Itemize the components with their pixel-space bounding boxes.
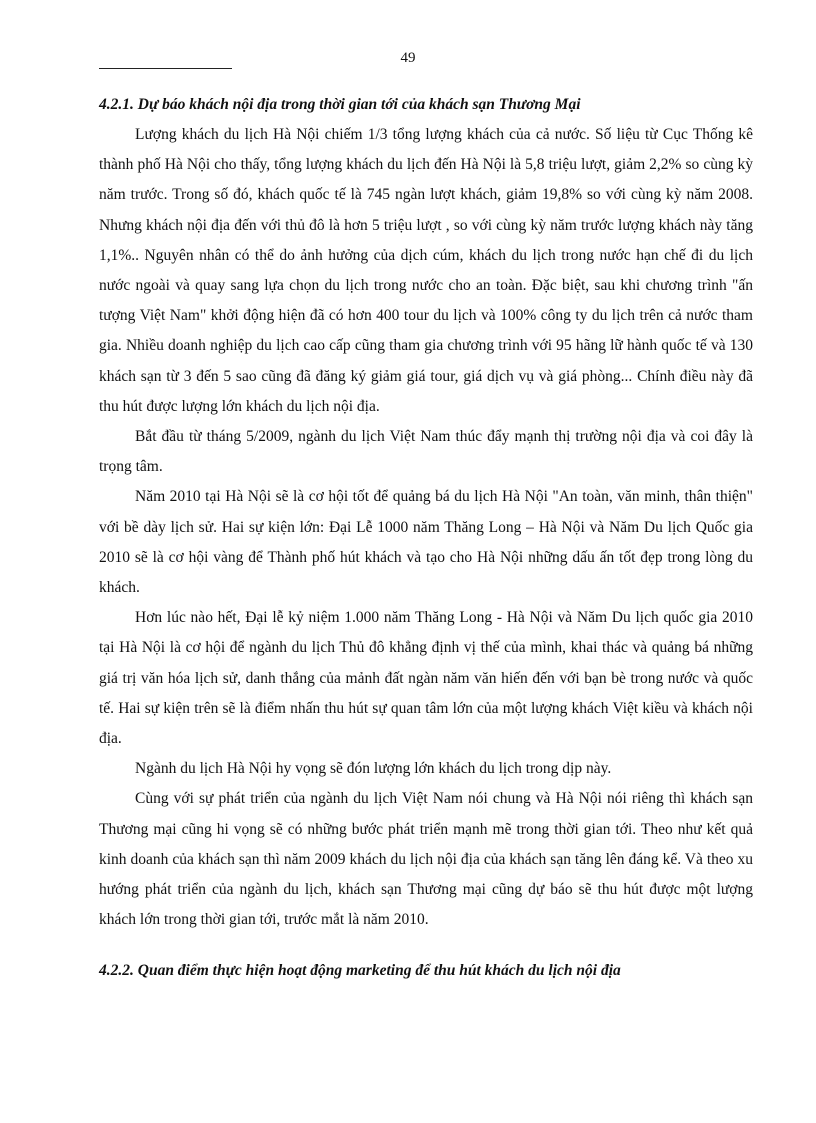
section-gap bbox=[99, 935, 753, 956]
section-heading-4-2-2: 4.2.2. Quan điểm thực hiện hoạt động marketing để thu hút khách du lịch nội địa bbox=[99, 962, 621, 980]
page-number: 49 bbox=[400, 50, 416, 66]
paragraph: Năm 2010 tại Hà Nội sẽ là cơ hội tốt để quảng bá du lịch Hà Nội "An toàn, văn minh, thân thiện" với bề dày lịch sử. Hai sự kiện lớn: Đại Lễ 1000 năm Thăng Long – Hà Nội và Năm Du lịch Quốc gia 2010 sẽ là cơ hội vàng để Thành phố hút khách và tạo cho Hà Nội những dấu ấn tốt đẹp trong lòng du khách. bbox=[99, 488, 753, 597]
paragraph: Bắt đầu từ tháng 5/2009, ngành du lịch Việt Nam thúc đẩy mạnh thị trường nội địa và coi đây là trọng tâm. bbox=[99, 428, 753, 476]
header-rule bbox=[99, 68, 232, 69]
section-heading-4-2-1: 4.2.1. Dự báo khách nội địa trong thời gian tới của khách sạn Thương Mại bbox=[99, 96, 581, 113]
paragraph: Lượng khách du lịch Hà Nội chiếm 1/3 tổng lượng khách của cả nước. Số liệu từ Cục Thống kê thành phố Hà Nội cho thấy, tổng lượng khách du lịch đến Hà Nội là 5,8 triệu lượt, giảm 2,2% so cùng kỳ năm trước. Trong số đó, khách quốc tế là 745 ngàn lượt khách, giảm 19,8% so với cùng kỳ năm 2008. Nhưng khách nội địa đến với thủ đô là hơn 5 triệu lượt , so với cùng kỳ năm trước lượng khách này tăng 1,1%.. Nguyên nhân có thể do ảnh hưởng của dịch cúm, khách du lịch trong nước hạn chế đi du lịch nước ngoài và quay sang lựa chọn du lịch trong nước cho an toàn. Đặc biệt, sau khi chương trình "ấn tượng Việt Nam" khởi động hiện đã có hơn 400 tour du lịch và 100% công ty du lịch trên cả nước tham gia. Nhiều doanh nghiệp du lịch cao cấp cũng tham gia chương trình với 95 hãng lữ hành quốc tế và 130 khách sạn từ 3 đến 5 sao cũng đã đăng ký giảm giá tour, giá dịch vụ và giá phòng... Chính điều này đã thu hút được lượng lớn khách du lịch nội địa. bbox=[99, 126, 753, 415]
page-content bbox=[99, 90, 753, 986]
paragraph: Hơn lúc nào hết, Đại lễ kỷ niệm 1.000 năm Thăng Long - Hà Nội và Năm Du lịch quốc gia 2010 tại Hà Nội là cơ hội để ngành du lịch Thủ đô khẳng định vị thế của mình, khai thác và quảng bá những giá trị văn hóa lịch sử, danh thắng của mảnh đất ngàn năm văn hiến đến với bạn bè trong nước và quốc tế. Hai sự kiện trên sẽ là điểm nhấn thu hút sự quan tâm lớn của một lượng khách Việt kiều và khách nội địa. bbox=[99, 609, 753, 748]
paragraph: Ngành du lịch Hà Nội hy vọng sẽ đón lượng lớn khách du lịch trong dịp này. bbox=[135, 760, 612, 778]
paragraph: Cùng với sự phát triển của ngành du lịch Việt Nam nói chung và Hà Nội nói riêng thì khách sạn Thương mại cũng hi vọng sẽ có những bước phát triển mạnh mẽ trong thời gian tới. Theo như kết quả kinh doanh của khách sạn thì năm 2009 khách du lịch nội địa của khách sạn tăng lên đáng kể. Và theo xu hướng phát triển của ngành du lịch, khách sạn Thương mại cũng dự báo sẽ thu hút được một lượng khách lớn trong thời gian tới, trước mắt là năm 2010. bbox=[99, 790, 753, 929]
